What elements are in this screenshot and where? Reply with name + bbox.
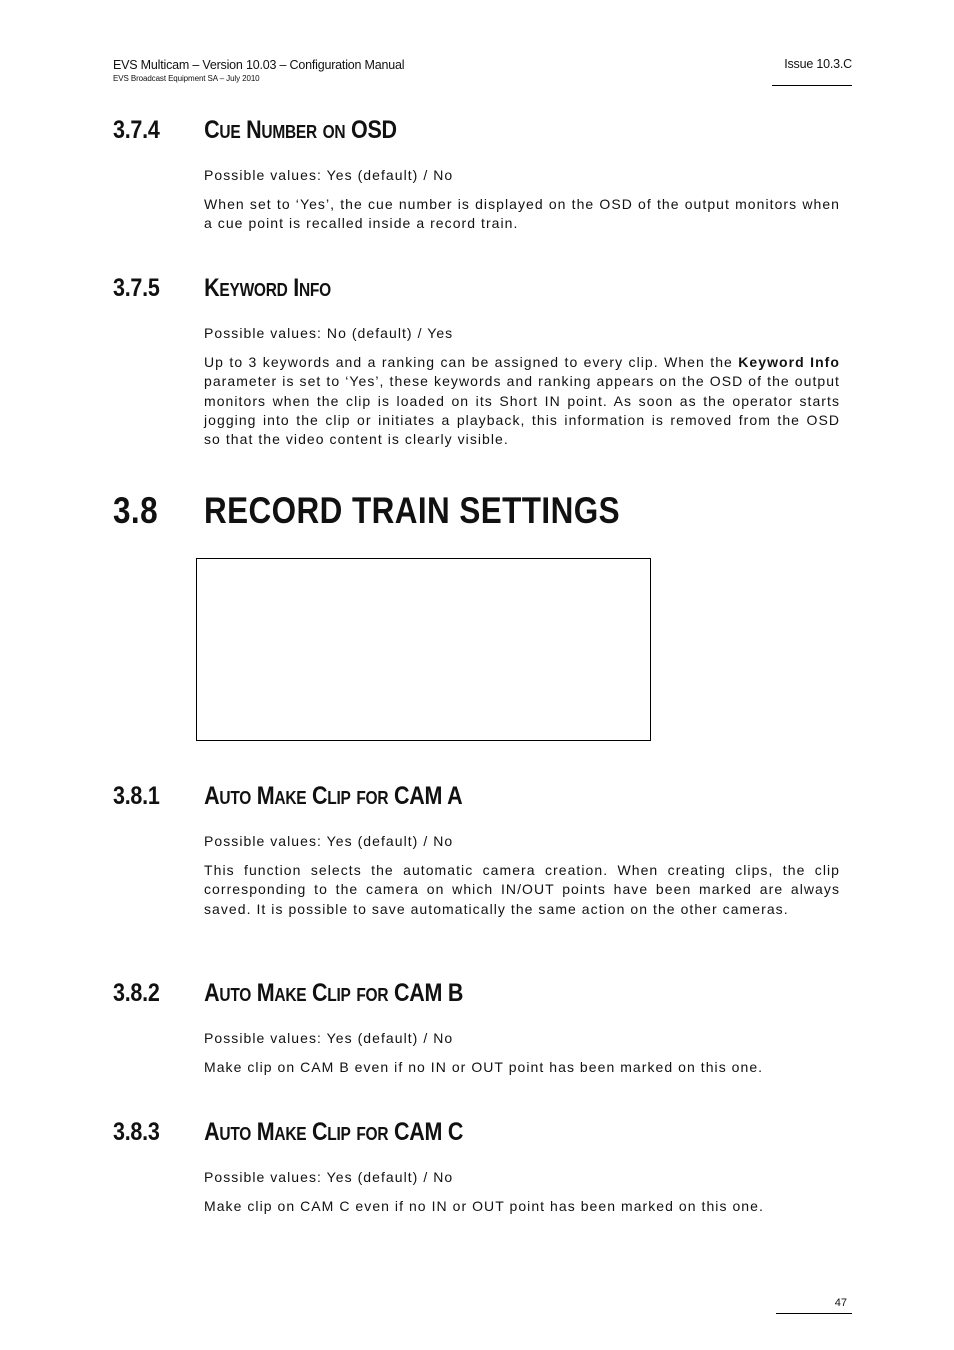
section-number: 3.8.3 [113, 1118, 160, 1146]
section-title: Auto Make Clip for [204, 1118, 389, 1146]
section-number: 3.8.2 [113, 979, 160, 1007]
document-subtitle: EVS Broadcast Equipment SA – July 2010 [113, 74, 260, 83]
section-heading-3-8-3 [113, 1117, 463, 1147]
possible-values: Possible values: Yes (default) / No [204, 1030, 454, 1046]
section-heading-3-7-4 [113, 115, 397, 145]
section-heading-3-8-2 [113, 978, 463, 1008]
chapter-heading-3-8 [113, 491, 620, 531]
chapter-title: RECORD TRAIN SETTINGS [203, 490, 620, 531]
possible-values: Possible values: No (default) / Yes [204, 325, 454, 341]
possible-values: Possible values: Yes (default) / No [204, 167, 454, 183]
section-number: 3.7.5 [113, 274, 160, 302]
section-body: When set to ‘Yes’, the cue number is displayed on the OSD of the output monitors when a cue point is recalled inside a record train. [204, 196, 840, 232]
section-body [204, 353, 840, 449]
possible-values: Possible values: Yes (default) / No [204, 833, 454, 849]
section-heading-3-7-5 [113, 273, 331, 303]
header-divider [772, 85, 852, 86]
body-text: parameter is set to ‘Yes’, these keywords and ranking appears on the OSD of the output monitors when the clip is loaded on its Short IN point. As soon as the operator starts jogging into the clip or initiates a playback, this information is removed from the OSD so that the video content is clearly visible. [204, 373, 840, 448]
section-title-camera: CAM C [393, 1118, 464, 1146]
section-number: 3.7.4 [113, 116, 160, 144]
section-title: Auto Make Clip for [204, 782, 389, 810]
possible-values: Possible values: Yes (default) / No [204, 1169, 454, 1185]
body-text: Up to 3 keywords and a ranking can be assigned to every clip. When the [204, 354, 739, 370]
footer-divider [776, 1313, 852, 1314]
page-number: 47 [834, 1297, 847, 1309]
document-title: EVS Multicam – Version 10.03 – Configuration Manual [113, 58, 405, 72]
keyword-info-term: Keyword Info [738, 354, 840, 370]
issue-label: Issue 10.3.C [784, 57, 852, 71]
section-title-camera: CAM B [393, 979, 464, 1007]
section-heading-3-8-1 [113, 781, 462, 811]
section-title: Keyword Info [204, 274, 331, 302]
chapter-number: 3.8 [113, 490, 158, 531]
section-title-camera: CAM A [393, 782, 463, 810]
section-body: Make clip on CAM C even if no IN or OUT point has been marked on this one. [204, 1198, 764, 1214]
header-left [113, 57, 404, 85]
section-title: Cue Number on OSD [204, 116, 397, 144]
section-title: Auto Make Clip for [204, 979, 389, 1007]
image-placeholder-box [196, 558, 651, 741]
section-body: Make clip on CAM B even if no IN or OUT point has been marked on this one. [204, 1059, 764, 1075]
section-number: 3.8.1 [113, 782, 160, 810]
section-body: This function selects the automatic camera creation. When creating clips, the clip corresponding to the camera on which IN/OUT points have been marked are always saved. It is possible to save automatically the same action on the other cameras. [204, 862, 840, 917]
